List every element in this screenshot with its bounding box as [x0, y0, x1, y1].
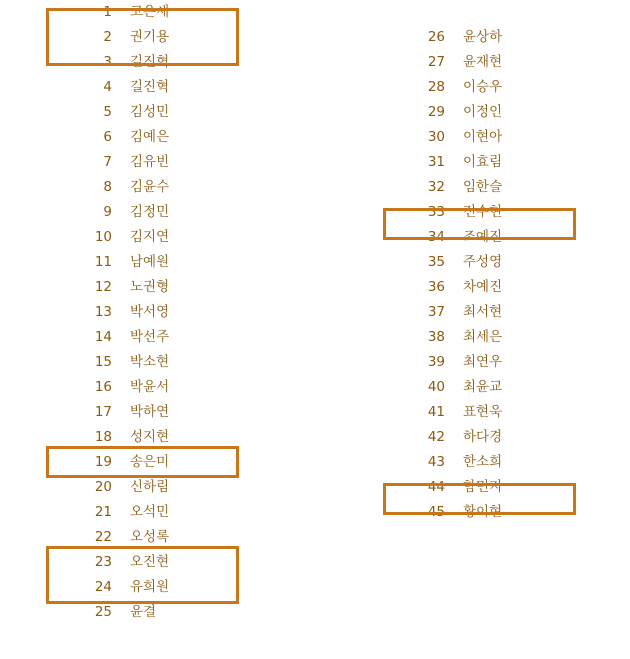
- entry-name: 함민지: [463, 479, 503, 495]
- entry-number: 5: [103, 104, 112, 120]
- entry-name: 권기용: [130, 29, 170, 45]
- entry-number: 20: [94, 479, 112, 495]
- entry-name: 윤상하: [463, 29, 503, 45]
- entry-name: 최윤교: [463, 379, 503, 395]
- entry-number: 41: [427, 404, 445, 420]
- entry-name: 김성민: [130, 104, 170, 120]
- entry-name: 이효림: [463, 154, 503, 170]
- entry-name: 한소희: [463, 454, 503, 470]
- entry-name: 김유빈: [130, 154, 170, 170]
- entry-number: 11: [94, 254, 112, 270]
- list-item: [42, 350, 242, 375]
- list-item: [375, 25, 575, 50]
- list-item: [42, 450, 242, 475]
- entry-number: 26: [427, 29, 445, 45]
- entry-number: 8: [103, 179, 112, 195]
- entry-name: 최세은: [463, 329, 503, 345]
- list-item: [42, 400, 242, 425]
- entry-number: 38: [427, 329, 445, 345]
- entry-number: 18: [94, 429, 112, 445]
- entry-number: 16: [94, 379, 112, 395]
- entry-number: 43: [427, 454, 445, 470]
- entry-name: 황이현: [463, 504, 503, 520]
- list-item: [42, 325, 242, 350]
- entry-name: 김윤수: [130, 179, 170, 195]
- entry-number: 36: [427, 279, 445, 295]
- entry-name: 표현욱: [463, 404, 503, 420]
- entry-number: 13: [94, 304, 112, 320]
- entry-name: 전수현: [463, 204, 503, 220]
- entry-number: 29: [427, 104, 445, 120]
- list-item: [375, 300, 575, 325]
- entry-name: 신하림: [130, 479, 170, 495]
- entry-name: 길진혁: [130, 79, 170, 95]
- entry-number: 23: [94, 554, 112, 570]
- entry-name: 오진현: [130, 554, 170, 570]
- list-item: [42, 475, 242, 500]
- list-item: [42, 250, 242, 275]
- list-item: [42, 125, 242, 150]
- list-item: [42, 0, 242, 25]
- entry-name: 임한슬: [463, 179, 503, 195]
- list-item: [42, 425, 242, 450]
- entry-number: 19: [94, 454, 112, 470]
- entry-number: 37: [427, 304, 445, 320]
- roster-column-right: [375, 25, 575, 525]
- list-item: [375, 100, 575, 125]
- list-item: [42, 300, 242, 325]
- entry-number: 28: [427, 79, 445, 95]
- list-item: [375, 200, 575, 225]
- entry-name: 이현아: [463, 129, 503, 145]
- entry-number: 10: [94, 229, 112, 245]
- list-item: [42, 375, 242, 400]
- entry-name: 주성영: [463, 254, 503, 270]
- entry-number: 27: [427, 54, 445, 70]
- entry-number: 40: [427, 379, 445, 395]
- entry-number: 33: [427, 204, 445, 220]
- entry-name: 윤재현: [463, 54, 503, 70]
- entry-number: 34: [427, 229, 445, 245]
- entry-name: 박윤서: [130, 379, 170, 395]
- entry-name: 고은새: [130, 4, 170, 20]
- list-item: [375, 450, 575, 475]
- entry-number: 44: [427, 479, 445, 495]
- entry-number: 24: [94, 579, 112, 595]
- entry-number: 15: [94, 354, 112, 370]
- list-item: [375, 225, 575, 250]
- list-item: [375, 425, 575, 450]
- entry-number: 30: [427, 129, 445, 145]
- entry-number: 1: [103, 4, 112, 20]
- entry-name: 성지현: [130, 429, 170, 445]
- list-item: [375, 500, 575, 525]
- list-item: [42, 200, 242, 225]
- entry-name: 하다경: [463, 429, 503, 445]
- entry-number: 31: [427, 154, 445, 170]
- list-item: [375, 350, 575, 375]
- entry-number: 9: [103, 204, 112, 220]
- list-item: [42, 575, 242, 600]
- entry-name: 송은미: [130, 454, 170, 470]
- entry-number: 7: [103, 154, 112, 170]
- entry-name: 유희원: [130, 579, 170, 595]
- list-item: [375, 125, 575, 150]
- list-item: [42, 525, 242, 550]
- entry-number: 4: [103, 79, 112, 95]
- entry-name: 최서현: [463, 304, 503, 320]
- list-item: [42, 500, 242, 525]
- entry-name: 박하연: [130, 404, 170, 420]
- list-item: [375, 400, 575, 425]
- roster-column-left: [42, 0, 242, 625]
- entry-name: 박선주: [130, 329, 170, 345]
- list-item: [375, 275, 575, 300]
- entry-name: 오성록: [130, 529, 170, 545]
- list-item: [42, 175, 242, 200]
- list-item: [42, 275, 242, 300]
- entry-number: 32: [427, 179, 445, 195]
- list-item: [42, 225, 242, 250]
- list-item: [42, 600, 242, 625]
- entry-name: 조예진: [463, 229, 503, 245]
- entry-name: 이정인: [463, 104, 503, 120]
- list-item: [375, 250, 575, 275]
- entry-name: 김예은: [130, 129, 170, 145]
- list-item: [375, 75, 575, 100]
- entry-name: 길진혁: [130, 54, 170, 70]
- entry-name: 오석민: [130, 504, 170, 520]
- entry-number: 14: [94, 329, 112, 345]
- list-item: [42, 50, 242, 75]
- entry-name: 이승우: [463, 79, 503, 95]
- entry-number: 2: [103, 29, 112, 45]
- list-item: [375, 325, 575, 350]
- list-item: [375, 475, 575, 500]
- entry-number: 21: [94, 504, 112, 520]
- entry-number: 3: [103, 54, 112, 70]
- list-item: [42, 100, 242, 125]
- entry-name: 노권형: [130, 279, 170, 295]
- list-item: [42, 25, 242, 50]
- entry-number: 42: [427, 429, 445, 445]
- entry-name: 차예진: [463, 279, 503, 295]
- entry-number: 6: [103, 129, 112, 145]
- list-item: [375, 50, 575, 75]
- entry-name: 박서영: [130, 304, 170, 320]
- entry-name: 최연우: [463, 354, 503, 370]
- list-item: [42, 75, 242, 100]
- entry-number: 25: [94, 604, 112, 620]
- entry-number: 12: [94, 279, 112, 295]
- list-item: [375, 375, 575, 400]
- list-item: [375, 150, 575, 175]
- entry-number: 35: [427, 254, 445, 270]
- entry-number: 22: [94, 529, 112, 545]
- list-item: [42, 550, 242, 575]
- entry-name: 박소현: [130, 354, 170, 370]
- entry-name: 남예원: [130, 254, 170, 270]
- list-item: [42, 150, 242, 175]
- entry-number: 17: [94, 404, 112, 420]
- entry-name: 김정민: [130, 204, 170, 220]
- entry-number: 39: [427, 354, 445, 370]
- entry-name: 윤결: [130, 604, 157, 620]
- entry-number: 45: [427, 504, 445, 520]
- list-item: [375, 175, 575, 200]
- entry-name: 김지연: [130, 229, 170, 245]
